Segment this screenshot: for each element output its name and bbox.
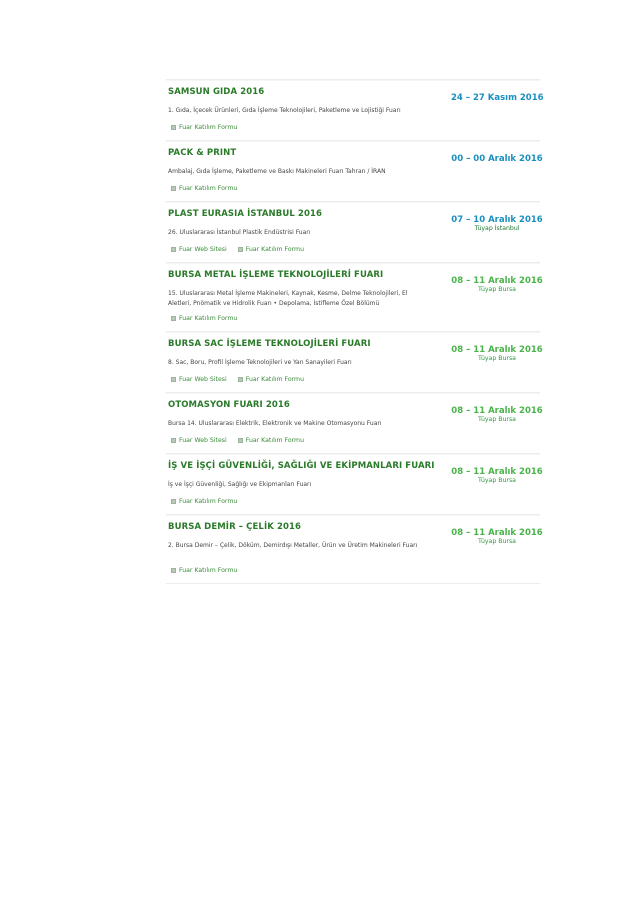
event-date: 08 – 11 Aralık 2016 [451, 467, 543, 477]
event-row [166, 140, 543, 201]
form-icon [171, 316, 176, 321]
event-title[interactable]: İŞ VE İŞÇİ GÜVENLİĞİ, SAĞLIĞI VE EKİPMANLARI FUARI [168, 461, 435, 471]
form-icon [238, 247, 243, 252]
event-links [171, 183, 237, 193]
event-links [171, 565, 237, 575]
registration-form-link[interactable]: Fuar Katılım Formu [171, 567, 237, 574]
event-date: 08 – 11 Aralık 2016 [451, 406, 543, 416]
registration-form-link[interactable]: Fuar Katılım Formu [171, 315, 237, 322]
event-date: 00 – 00 Aralık 2016 [451, 154, 543, 164]
event-row [166, 79, 544, 140]
event-description: Bursa 14. Uluslararası Elektrik, Elektronik ve Makine Otomasyonu Fuarı [168, 420, 382, 427]
form-icon [171, 186, 176, 191]
event-description: İş ve İşçi Güvenliği, Sağlığı ve Ekipmanları Fuarı [168, 481, 312, 488]
registration-form-link[interactable]: Fuar Katılım Formu [171, 185, 237, 192]
website-link[interactable]: Fuar Web Sitesi [171, 437, 227, 444]
event-date: 24 – 27 Kasım 2016 [451, 93, 544, 103]
event-venue: Tüyap Bursa [478, 286, 516, 293]
event-description: Ambalaj, Gıda İşleme, Paketleme ve Baskı Makineleri Fuarı Tahran / İRAN [168, 168, 386, 175]
event-title[interactable]: BURSA DEMİR – ÇELİK 2016 [168, 522, 302, 532]
registration-form-link[interactable]: Fuar Katılım Formu [238, 437, 304, 444]
form-icon [171, 568, 176, 573]
form-icon [238, 377, 243, 382]
event-title[interactable]: BURSA METAL İŞLEME TEKNOLOJİLERİ FUARI [168, 270, 384, 280]
event-links [171, 313, 237, 323]
event-row [166, 331, 543, 392]
website-link[interactable]: Fuar Web Sitesi [171, 376, 227, 383]
event-date: 08 – 11 Aralık 2016 [451, 528, 543, 538]
event-title[interactable]: PLAST EURASIA İSTANBUL 2016 [168, 209, 322, 219]
website-icon [171, 438, 176, 443]
event-links [171, 244, 304, 254]
event-links [171, 496, 237, 506]
event-row [166, 392, 543, 453]
event-venue: Tüyap Bursa [478, 538, 516, 545]
event-row [166, 514, 543, 584]
event-description: 2. Bursa Demir – Çelik, Döküm, Demirdışı Metaller, Ürün ve Üretim Makineleri Fuarı [168, 542, 418, 549]
event-description: 26. Uluslararası İstanbul Plastik Endüstrisi Fuarı [168, 229, 311, 236]
registration-form-link[interactable]: Fuar Katılım Formu [238, 376, 304, 383]
form-icon [171, 125, 176, 130]
form-icon [238, 438, 243, 443]
form-icon [171, 499, 176, 504]
event-title[interactable]: BURSA SAC İŞLEME TEKNOLOJİLERİ FUARI [168, 339, 371, 349]
event-venue: Tüyap Bursa [478, 355, 516, 362]
event-row [166, 453, 543, 514]
event-venue: Tüyap Bursa [478, 416, 516, 423]
event-list [166, 79, 544, 584]
event-title[interactable]: PACK & PRINT [168, 148, 237, 158]
event-venue: Tüyap İstanbul [474, 225, 520, 232]
event-date: 08 – 11 Aralık 2016 [451, 345, 543, 355]
event-description: 1. Gıda, İçecek Ürünleri, Gıda İşleme Teknolojileri, Paketleme ve Lojistiği Fuarı [168, 107, 401, 114]
event-links [171, 374, 304, 384]
website-icon [171, 247, 176, 252]
website-icon [171, 377, 176, 382]
event-row [166, 201, 543, 262]
registration-form-link[interactable]: Fuar Katılım Formu [171, 124, 237, 131]
event-links [171, 122, 237, 132]
event-title[interactable]: OTOMASYON FUARI 2016 [168, 400, 290, 410]
event-links [171, 435, 304, 445]
event-row [166, 262, 543, 331]
registration-form-link[interactable]: Fuar Katılım Formu [238, 246, 304, 253]
event-date: 07 – 10 Aralık 2016 [451, 215, 543, 225]
event-title[interactable]: SAMSUN GIDA 2016 [168, 87, 265, 97]
event-description: 15. Uluslararası Metal İşleme Makineleri, Kaynak, Kesme, Delme Teknolojileri, El Aletleri, Pnömatik ve Hidrolik Fuarı • Depolama, İstifleme Özel Bölümü [168, 290, 408, 307]
event-venue: Tüyap Bursa [478, 477, 516, 484]
event-date: 08 – 11 Aralık 2016 [451, 276, 543, 286]
website-link[interactable]: Fuar Web Sitesi [171, 246, 227, 253]
event-description: 8. Sac, Boru, Profil İşleme Teknolojileri ve Yan Sanayileri Fuarı [168, 359, 352, 366]
registration-form-link[interactable]: Fuar Katılım Formu [171, 498, 237, 505]
